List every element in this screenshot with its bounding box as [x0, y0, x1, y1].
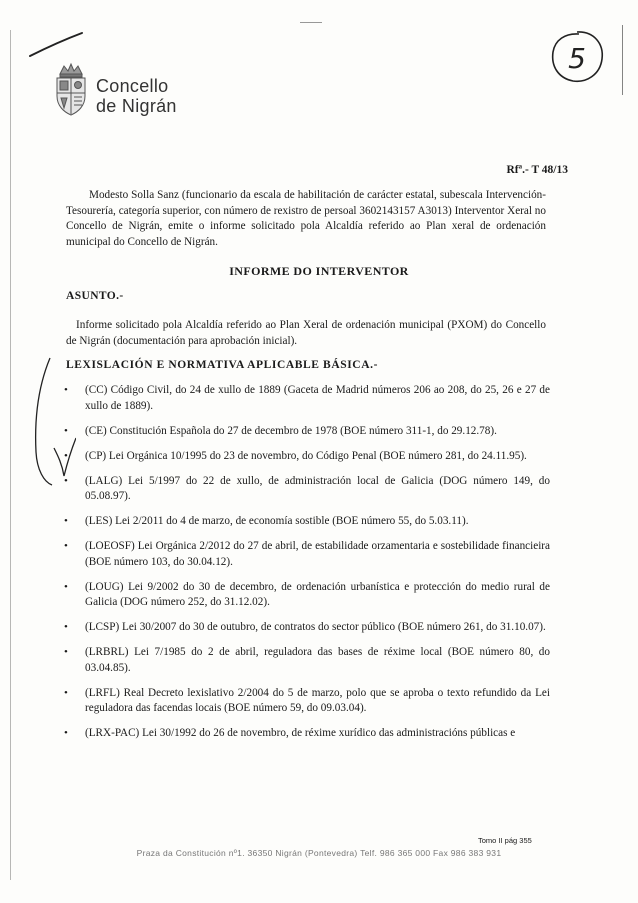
page-stamp: Tomo II pág 355 — [478, 836, 532, 845]
coat-of-arms-icon — [52, 62, 90, 118]
scan-edge-right — [622, 25, 623, 95]
pen-stroke-icon — [28, 30, 84, 60]
scan-edge-top — [300, 22, 322, 23]
svg-text:5: 5 — [568, 42, 586, 75]
list-item: • (CP) Lei Orgánica 10/1995 do 23 de novembro, do Código Penal (BOE número 281, do 24.11.95). — [62, 449, 550, 465]
footer-address: Praza da Constitución nº1. 36350 Nigrán (Pontevedra) Telf. 986 365 000 Fax 986 383 931 — [136, 848, 502, 858]
asunto-paragraph: Informe solicitado pola Alcaldía referido ao Plan Xeral de ordenación municipal (PXOM) do Concello de Nigrán (documentación para aprobación inicial). — [66, 319, 546, 347]
handwritten-page-number — [548, 28, 606, 86]
list-item: • (CC) Código Civil, do 24 de xullo de 1889 (Gaceta de Madrid números 206 ao 208, do 25, 26 e 27 de xullo de 1889). — [62, 383, 550, 414]
scan-edge-left — [10, 30, 11, 880]
report-heading: INFORME DO INTERVENTOR — [229, 264, 409, 278]
list-item: • (CE) Constitución Española do 27 de decembro de 1978 (BOE número 311-1, do 29.12.78). — [62, 424, 550, 440]
logo-text-concello: Concello — [96, 76, 169, 96]
list-item: • (LRX-PAC) Lei 30/1992 do 26 de novembro, de réxime xurídico das administracións públicas e — [62, 726, 550, 742]
list-item: • (LOUG) Lei 9/2002 do 30 de decembro, de ordenación urbanística e protección do medio rural de Galicia (DOG número 252, do 31.12.02). — [62, 580, 550, 611]
list-item: • (LES) Lei 2/2011 do 4 de marzo, de economía sostible (BOE número 55, do 5.03.11). — [62, 514, 550, 530]
list-item: • (LALG) Lei 5/1997 do 22 de xullo, de administración local de Galicia (DOG número 149, do 05.08.97). — [62, 474, 550, 505]
document-reference: Rfª.- T 48/13 — [506, 164, 568, 176]
list-item: • (LOEOSF) Lei Orgánica 2/2012 do 27 de abril, de estabilidade orzamentaria e sostebilidade financieira (BOE número 103, do 30.04.12). — [62, 539, 550, 570]
legislation-title: LEXISLACIÓN E NORMATIVA APLICABLE BÁSICA.- — [66, 359, 379, 371]
asunto-label: ASUNTO.- — [66, 290, 124, 302]
list-item: • (LRBRL) Lei 7/1985 do 2 de abril, reguladora das bases de réxime local (BOE número 80, do 03.04.85). — [62, 645, 550, 676]
list-item: • (LRFL) Real Decreto lexislativo 2/2004 do 5 de marzo, polo que se aproba o texto refundido da Lei reguladora das facendas locais (BOE número 59, do 09.03.04). — [62, 686, 550, 717]
intro-paragraph: Modesto Solla Sanz (funcionario da escala de habilitación de carácter estatal, subescala Intervención-Tesourería, categoría superior, con número de rexistro de persoal 3602143157 A3013) Interventor Xeral no Concello de Nigrán, emite o informe solicitado pola Alcaldía referido ao Plan xeral de ordenación municipal do Concello de Nigrán. — [66, 189, 546, 248]
legislation-list — [62, 383, 550, 742]
logo-text-nigran: de Nigrán — [96, 96, 177, 116]
list-item: • (LCSP) Lei 30/2007 do 30 de outubro, de contratos do sector público (BOE número 261, do 31.10.07). — [62, 620, 550, 636]
